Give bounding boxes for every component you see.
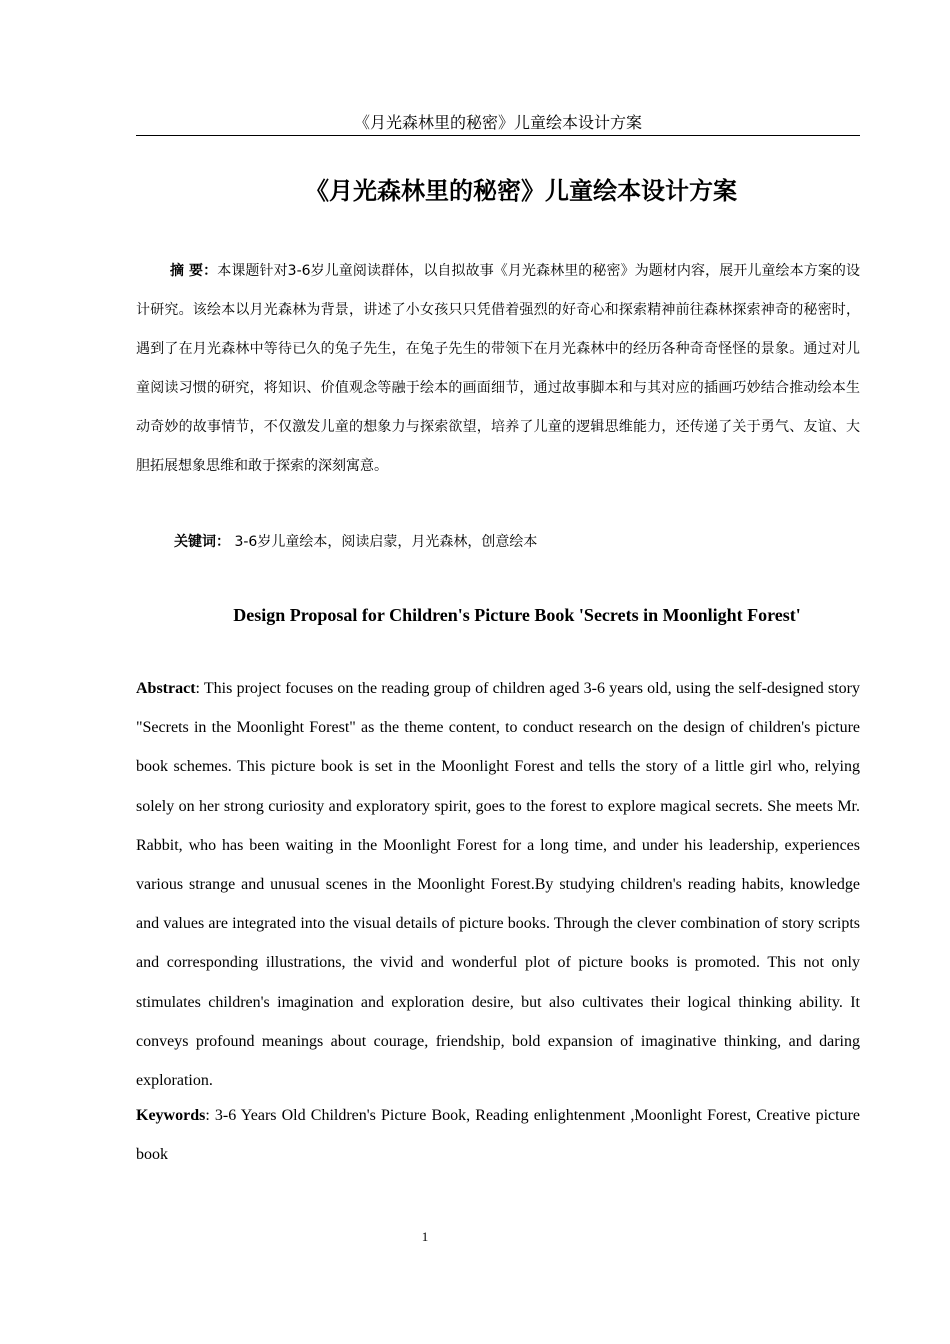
english-title: Design Proposal for Children's Picture Book 'Secrets in Moonlight Forest' xyxy=(233,605,801,625)
running-header xyxy=(136,113,860,136)
english-keywords-label: Keywords xyxy=(136,1107,206,1124)
english-abstract-label: Abstract xyxy=(136,680,196,697)
english-abstract-text: : This project focuses on the reading group of children aged 3-6 years old, using the self-designed story "Secrets in the Moonlight Forest" as the theme content, to conduct research on the design of children's picture book schemes. This picture book is set in the Moonlight Forest and tells the story of a little girl who, relying solely on her strong curiosity and exploratory spirit, goes to the forest to explore magical secrets. She meets Mr. Rabbit, who has been waiting in the Moonlight Forest for a long time, and under his leadership, experiences various strange and unusual scenes in the Moonlight Forest.By studying children's reading habits, knowledge and values are integrated into the visual details of picture books. Through the clever combination of story scripts and corresponding illustrations, the vivid and wonderful plot of picture books is promoted. This not only stimulates children's imagination and exploration desire, but also cultivates their logical thinking ability. It conveys profound meanings about courage, friendship, bold expansion of imaginative thinking, and daring exploration. xyxy=(136,680,860,1090)
chinese-keywords-label: 关键词： xyxy=(174,534,230,550)
chinese-abstract-label: 摘 要： xyxy=(170,263,218,279)
document-title: 《月光森林里的秘密》儿童绘本设计方案 xyxy=(305,177,737,205)
chinese-abstract xyxy=(136,252,860,486)
page-number: 1 xyxy=(421,1229,429,1244)
english-abstract xyxy=(136,669,860,1100)
chinese-keywords-text: 3-6岁儿童绘本，阅读启蒙，月光森林，创意绘本 xyxy=(230,534,538,550)
chinese-keywords xyxy=(136,527,860,557)
chinese-abstract-text: 本课题针对3-6岁儿童阅读群体，以自拟故事《月光森林里的秘密》为题材内容，展开儿童绘本方案的设计研究。该绘本以月光森林为背景，讲述了小女孩只只凭借着强烈的好奇心和探索精神前往森林探索神奇的秘密时，遇到了在月光森林中等待已久的兔子先生，在兔子先生的带领下在月光森林中的经历各种奇奇怪怪的景象。通过对儿童阅读习惯的研究，将知识、价值观念等融于绘本的画面细节，通过故事脚本和与其对应的插画巧妙结合推动绘本生动奇妙的故事情节，不仅激发儿童的想象力与探索欲望，培养了儿童的逻辑思维能力，还传递了关于勇气、友谊、大胆拓展想象思维和敢于探索的深刻寓意。 xyxy=(136,263,860,474)
running-header-title: 《月光森林里的秘密》儿童绘本设计方案 xyxy=(353,113,642,132)
english-keywords xyxy=(136,1096,860,1174)
english-keywords-text: : 3-6 Years Old Children's Picture Book, Reading enlightenment ,Moonlight Forest, Creative picture book xyxy=(136,1107,860,1163)
